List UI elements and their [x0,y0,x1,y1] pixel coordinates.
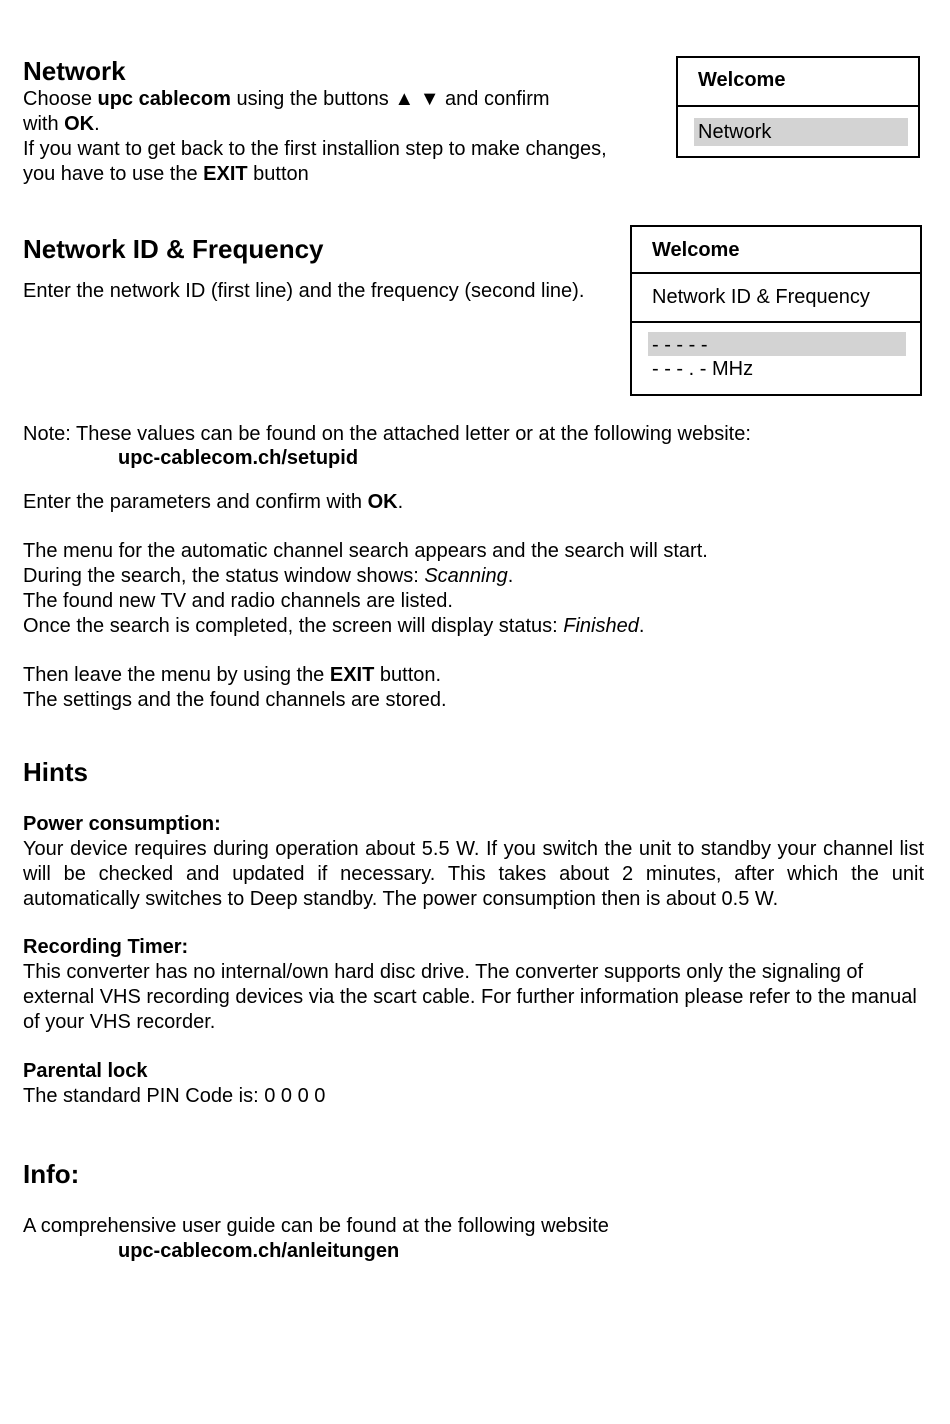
search-line1: The menu for the automatic channel search appears and the search will start. [23,540,708,562]
search-line2: During the search, the status window shows: Scanning. [23,565,514,587]
enter-parameters-text: Enter the parameters and confirm with OK. [23,491,404,513]
hints-heading: Hints [23,757,88,787]
network-menu-screen [676,56,920,158]
network-instruction-line1: Choose upc cablecom using the buttons ▲ ▼ and confirm [23,88,550,110]
menu-title: Welcome [632,227,920,274]
menu-subtitle: Network ID & Frequency [632,274,920,323]
menu-item-network-selected[interactable]: Network [694,118,908,146]
network-instruction-line4: you have to use the EXIT button [23,163,309,185]
netid-heading: Network ID & Frequency [23,234,324,264]
power-consumption-text: Your device requires during operation about 5.5 W. If you switch the unit to standby your channel list will be checked and updated if necessary. This takes about 2 minutes, after which the unit automatically switches to Deep standby. The power consumption then is about 0.5 W. [23,838,924,910]
network-instruction-line3: If you want to get back to the first installion step to make changes, [23,138,607,160]
leave-line2: The settings and the found channels are stored. [23,689,447,711]
info-text: A comprehensive user guide can be found at the following website [23,1215,609,1237]
network-instruction-line2: with OK. [23,113,100,135]
info-heading: Info: [23,1159,80,1189]
netid-instruction: Enter the network ID (first line) and the frequency (second line). [23,280,585,302]
network-heading: Network [23,56,126,86]
frequency-input[interactable]: - - - . - MHz [652,358,754,380]
setupid-link[interactable]: upc-cablecom.ch/setupid [118,447,359,469]
anleitungen-link[interactable]: upc-cablecom.ch/anleitungen [118,1240,400,1262]
search-line3: The found new TV and radio channels are listed. [23,590,453,612]
search-line4: Once the search is completed, the screen will display status: Finished. [23,615,645,637]
leave-line1: Then leave the menu by using the EXIT button. [23,664,442,686]
parental-lock-text: The standard PIN Code is: 0 0 0 0 [23,1085,326,1107]
note-text: Note: These values can be found on the attached letter or at the following website: [23,423,751,445]
recording-timer-title: Recording Timer: [23,936,189,958]
parental-lock-title: Parental lock [23,1060,148,1082]
netid-menu-screen [630,225,922,396]
power-consumption-title: Power consumption: [23,813,221,835]
network-id-input[interactable]: - - - - - [648,332,906,356]
menu-title: Welcome [678,58,918,107]
recording-timer-text: This converter has no internal/own hard disc drive. The converter supports only the signaling of external VHS recording devices via the scart cable. For further information please refer to the manual of your VHS recorder. [23,961,917,1033]
